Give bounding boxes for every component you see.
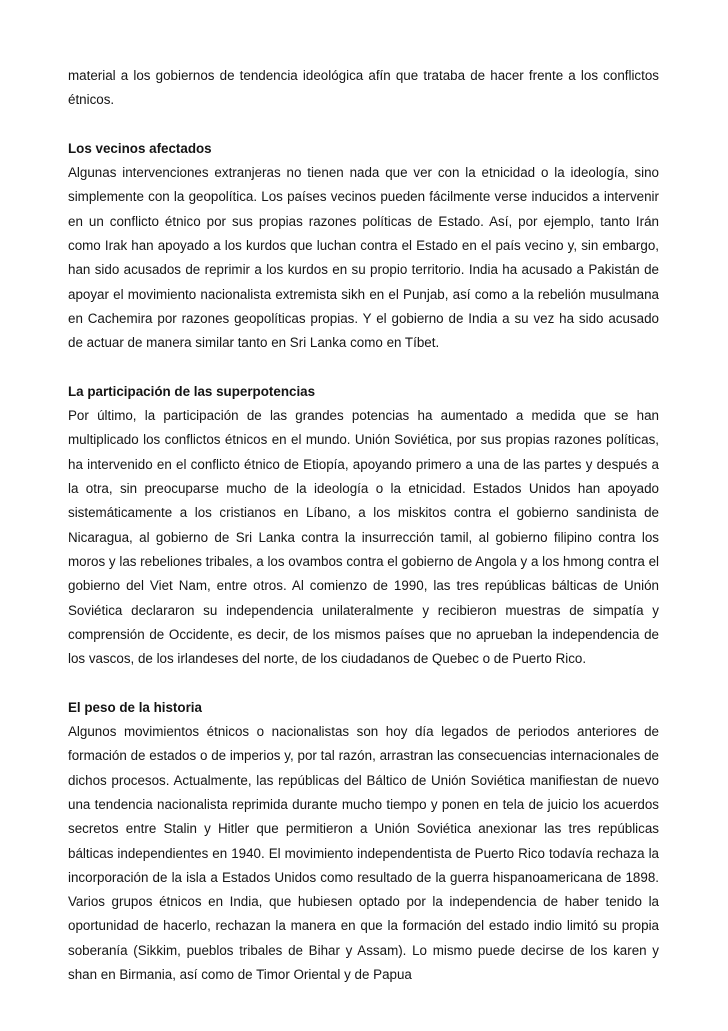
- section-heading-superpotencias: La participación de las superpotencias: [68, 383, 316, 399]
- section-heading-historia: El peso de la historia: [68, 699, 202, 715]
- section-body-historia: Algunos movimientos étnicos o nacionalistas son hoy día legados de periodos anteriores de formación de estados o de imperios y, por tal razón, arrastran las consecuencias internacionales de dichos procesos. Actualmente, las repúblicas del Báltico de Unión Soviética manifiestan de nuevo una tendencia nacionalista reprimida durante mucho tiempo y ponen en tela de juicio los acuerdos secretos entre Stalin y Hitler que permitieron a Unión Soviética anexionar las tres repúblicas bálticas independientes en 1940. El movimiento independentista de Puerto Rico todavía rechaza la incorporación de la isla a Estados Unidos como resultado de la guerra hispanoamericana de 1898. Varios grupos étnicos en India, que hubiesen optado por la independencia de haber tenido la oportunidad de hacerlo, rechazan la manera en que la formación del estado indio limitó su propia soberanía (Sikkim, pueblos tribales de Bihar y Assam). Lo mismo puede decirse de los karen y shan en Birmania, así como de Timor Oriental y de Papua: [68, 724, 659, 982]
- paragraph-gap: [68, 356, 659, 380]
- section-heading-vecinos: Los vecinos afectados: [68, 140, 212, 156]
- intro-paragraph: material a los gobiernos de tendencia ideológica afín que trataba de hacer frente a los conflictos étnicos.: [68, 68, 659, 108]
- paragraph-gap: [68, 113, 659, 137]
- section-body-vecinos: Algunas intervenciones extranjeras no tienen nada que ver con la etnicidad o la ideología, sino simplemente con la geopolítica. Los países vecinos pueden fácilmente verse inducidos a intervenir en un conflicto étnico por sus propias razones políticas de Estado. Así, por ejemplo, tanto Irán como Irak han apoyado a los kurdos que luchan contra el Estado en el país vecino y, sin embargo, han sido acusados de reprimir a los kurdos en su propio territorio. India ha acusado a Pakistán de apoyar el movimiento nacionalista extremista sikh en el Punjab, así como a la rebelión musulmana en Cachemira por razones geopolíticas propias. Y el gobierno de India a su vez ha sido acusado de actuar de manera similar tanto en Sri Lanka como en Tíbet.: [68, 165, 659, 351]
- document-page: [68, 64, 659, 987]
- section-body-superpotencias: Por último, la participación de las grandes potencias ha aumentado a medida que se han multiplicado los conflictos étnicos en el mundo. Unión Soviética, por sus propias razones políticas, ha intervenido en el conflicto étnico de Etiopía, apoyando primero a una de las partes y después a la otra, sin preocuparse mucho de la ideología o la etnicidad. Estados Unidos han apoyado sistemáticamente a los cristianos en Líbano, a los miskitos contra el gobierno sandinista de Nicaragua, al gobierno de Sri Lanka contra la insurrección tamil, al gobierno filipino contra los moros y las rebeliones tribales, a los ovambos contra el gobierno de Angola y a los hmong contra el gobierno del Viet Nam, entre otros. Al comienzo de 1990, las tres repúblicas bálticas de Unión Soviética declararon su independencia unilateralmente y recibieron muestras de simpatía y comprensión de Occidente, es decir, de los mismos países que no aprueban la independencia de los vascos, de los irlandeses del norte, de los ciudadanos de Quebec o de Puerto Rico.: [68, 408, 660, 667]
- paragraph-gap: [68, 671, 659, 695]
